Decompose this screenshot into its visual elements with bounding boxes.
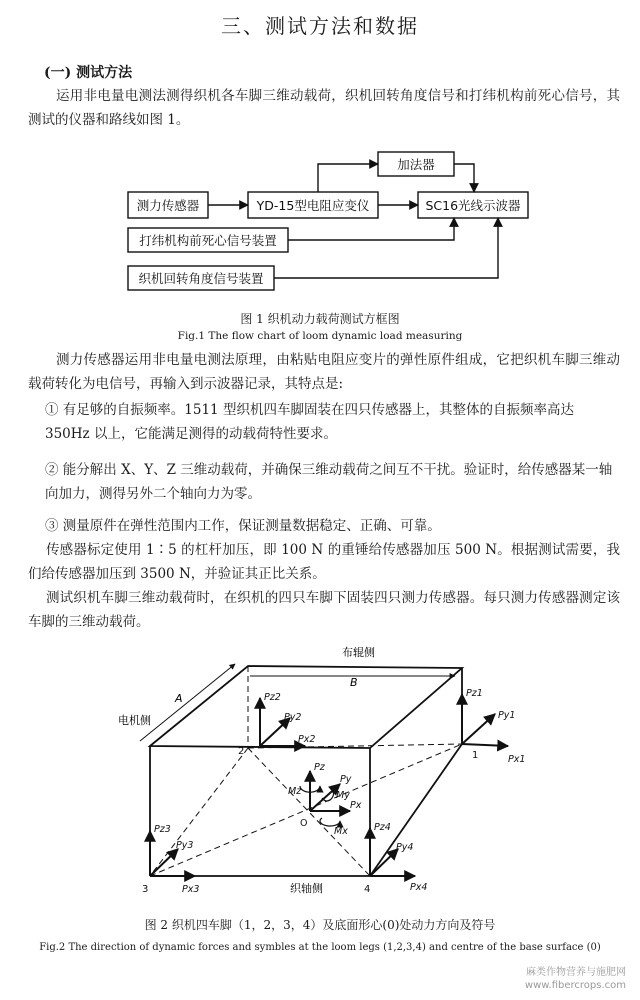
pz1-label: Pz1 [466, 688, 483, 699]
flowchart-figure-1 [0, 146, 640, 326]
py4-label: Py4 [396, 842, 414, 853]
px4-label: Px4 [410, 882, 428, 893]
sensor-paragraph: 测力传感器运用非电量电测法原理，由粘贴电阻应变片的弹性原件组成，它把织机车脚三维动载荷转化为电信号，再输入到示波器记录，其特点是: [28, 352, 620, 392]
leg-4-label: 4 [364, 884, 371, 895]
bottom-side-label: 织轴侧 [290, 882, 323, 895]
px3-label: Px3 [182, 884, 200, 895]
figure-2-caption-cn: 图 2 织机四车脚（1，2，3，4）及底面形心(0)处动力方向及符号 [144, 918, 496, 932]
section-heading: (一) 测试方法 [44, 65, 133, 81]
top-side-label: 布辊侧 [342, 646, 375, 659]
figure-2-loom-forces [0, 636, 640, 906]
my-label: My [336, 790, 350, 801]
pz4-label: Pz4 [374, 822, 391, 833]
leg-2-label: 2 [238, 746, 245, 757]
dim-a-label: A [175, 692, 183, 705]
figure-2-caption-en: Fig.2 The direction of dynamic forces and symbles at the loom legs (1,2,3,4) and centre of the base surface (0) [39, 942, 601, 953]
feature-item-3: ③ 测量原件在弹性范围内工作，保证测量数据稳定、正确、可靠。 [45, 518, 441, 534]
mz-label: Mz [288, 786, 302, 797]
origin-label: O [300, 818, 308, 829]
label-strain: YD-15型电阻应变仪 [256, 198, 370, 213]
py2-label: Py2 [284, 712, 302, 723]
intro-paragraph: 运用非电量电测法测得织机各车脚三维动载荷，织机回转角度信号和打纬机构前死心信号，其测试的仪器和路线如图 1。 [28, 88, 620, 128]
py3-label: Py3 [176, 840, 194, 851]
leg-3-label: 3 [142, 884, 149, 895]
feature-item-2: ② 能分解出 X、Y、Z 三维动载荷，并确保三维动载荷之间互不干扰。验证时，给传感器某一轴向加力，测得另外二个轴向力为零。 [45, 462, 613, 502]
label-angle: 织机回转角度信号装置 [138, 271, 264, 286]
measurement-paragraph: 测试织机车脚三维动载荷时，在织机的四只车脚下固装四只测力传感器。每只测力传感器测定该车脚的三维动载荷。 [28, 590, 620, 630]
px1-label: Px1 [508, 754, 526, 765]
feature-item-1: ① 有足够的自振频率。1511 型织机四车脚固装在四只传感器上，其整体的自振频率高达 350Hz 以上，它能满足测得的动载荷特性要求。 [45, 402, 574, 442]
page-title: 三、测试方法和数据 [221, 14, 419, 38]
left-side-label: 电机侧 [118, 714, 151, 727]
px-label: Px [350, 800, 362, 811]
watermark: 麻类作物营养与施肥网 www.fibercrops.com [524, 967, 626, 991]
figure-1-caption-en: Fig.1 The flow chart of loom dynamic load measuring [177, 330, 463, 342]
px2-label: Px2 [298, 734, 316, 745]
pz3-label: Pz3 [154, 824, 171, 835]
dim-b-label: B [350, 676, 358, 689]
figure-1-caption-cn: 图 1 织机动力载荷测试方框图 [240, 312, 400, 326]
label-adder: 加法器 [397, 157, 435, 172]
mx-label: Mx [334, 826, 348, 837]
py-label: Py [340, 774, 352, 785]
label-beatup: 打纬机构前死心信号装置 [139, 233, 277, 248]
pz2-label: Pz2 [264, 692, 281, 703]
calibration-paragraph: 传感器标定使用 1∶5 的杠杆加压，即 100 N 的重锤给传感器加压 500 N。根据测试需要，我们给传感器加压到 3500 N，并验证其正比关系。 [28, 542, 620, 582]
py1-label: Py1 [498, 710, 516, 721]
leg-1-label: 1 [472, 750, 479, 761]
label-oscillograph: SC16光线示波器 [425, 198, 521, 213]
label-sensor: 测力传感器 [136, 198, 200, 213]
pz-label: Pz [314, 762, 325, 773]
